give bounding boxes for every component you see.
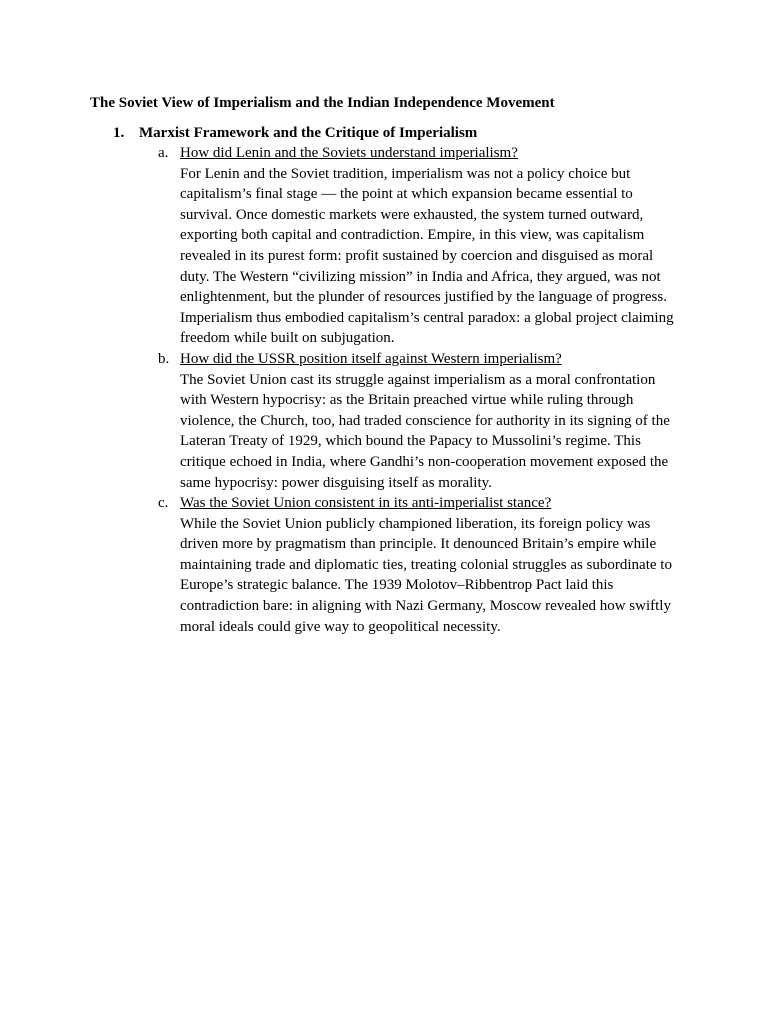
subitem-letter: a. <box>158 145 169 161</box>
section-heading-text: Marxist Framework and the Critique of Imperialism <box>139 125 478 141</box>
subitem-list <box>113 143 683 637</box>
subitem-question: How did Lenin and the Soviets understand imperialism? <box>180 145 518 161</box>
subitem-letter: c. <box>158 495 169 512</box>
section-number: 1. <box>113 125 125 141</box>
subitem-a <box>158 143 680 349</box>
subitem-body: For Lenin and the Soviet tradition, imperialism was not a policy choice but capitalism’s final stage — the point at which expansion became essential to survival. Once domestic markets were exhausted, the system turned outward, exporting both capital and contradiction. Empire, in this view, was capitalism revealed in its purest form: profit sustained by coercion and disguised as moral duty. The Western “civilizing mission” in India and Africa, they argued, was not enlightenment, but the plunder of resources justified by the language of progress. Imperialism thus embodied capitalism’s central paradox: a global project claiming freedom while built on subjugation. <box>180 165 674 347</box>
section-1 <box>113 123 683 637</box>
subitem-question: Was the Soviet Union consistent in its anti-imperialist stance? <box>180 495 552 512</box>
subitem-body: The Soviet Union cast its struggle against imperialism as a moral confrontation with Western hypocrisy: as the Britain preached virtue while ruling through violence, the Church, too, had traded conscience for authority in its signing of the Lateran Treaty of 1929, which bound the Papacy to Mussolini’s regime. This critique echoed in India, where Gandhi’s non-cooperation movement exposed the same hypocrisy: power disguising itself as morality. <box>180 371 670 491</box>
section-heading <box>113 123 683 143</box>
subitem-c <box>158 493 680 637</box>
subitem-question: How did the USSR position itself against Western imperialism? <box>180 350 562 367</box>
subitem-body: While the Soviet Union publicly championed liberation, its foreign policy was driven more by pragmatism than principle. It denounced Britain’s empire while maintaining trade and diplomatic ties, treating colonial struggles as subordinate to Europe’s strategic balance. The 1939 Molotov–Ribbentrop Pact laid this contradiction bare: in aligning with Nazi Germany, Moscow revealed how swiftly moral ideals could give way to geopolitical necessity. <box>180 515 672 635</box>
subitem-letter: b. <box>158 350 170 367</box>
document-title: The Soviet View of Imperialism and the Indian Independence Movement <box>90 95 555 111</box>
subitem-b <box>158 349 680 493</box>
